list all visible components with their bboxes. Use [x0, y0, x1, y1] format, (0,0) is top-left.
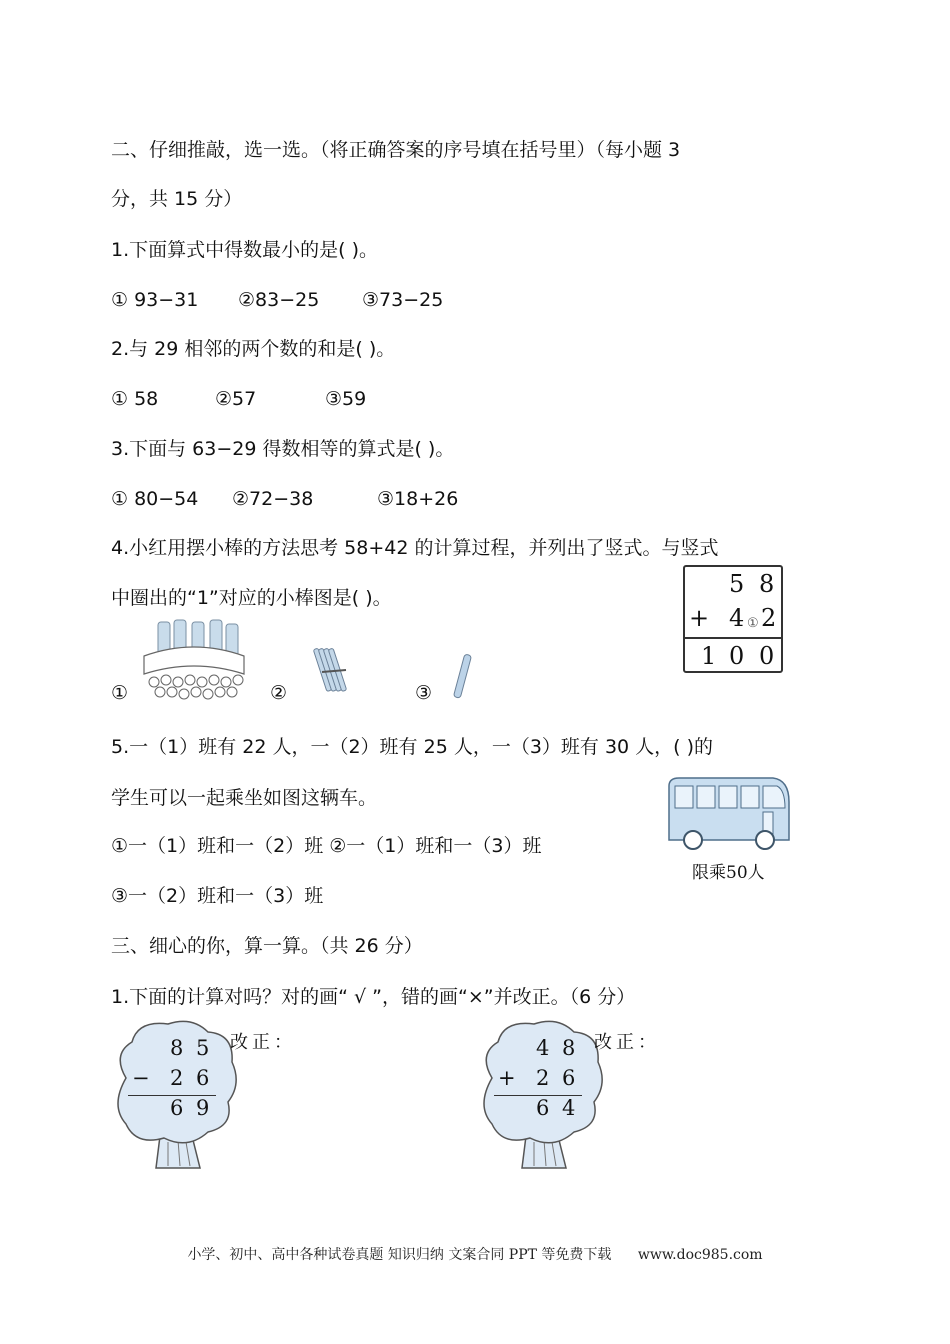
- calc-digit: 2: [170, 1066, 184, 1090]
- q2-option-2: ②57: [215, 388, 257, 410]
- calc-digit: 5: [196, 1036, 210, 1060]
- v-digit: 8: [759, 570, 775, 598]
- section3-question-1: 1.下面的计算对吗？对的画“ √ ”，错的画“×”并改正。（6 分）: [111, 986, 636, 1008]
- plus-sign: +: [498, 1066, 516, 1090]
- q1-option-2: ②83−25: [238, 289, 320, 311]
- plus-sign: +: [689, 604, 710, 632]
- calc-digit: 6: [170, 1096, 184, 1120]
- section-heading-line2: 分，共 15 分）: [111, 188, 243, 210]
- q1-option-1: ① 93−31: [111, 289, 199, 311]
- q4-option-3: ③: [415, 682, 433, 704]
- question-4-line2: 中圈出的“1”对应的小棒图是( )。: [111, 587, 392, 609]
- minus-sign: −: [132, 1066, 150, 1090]
- calc-digit: 4: [536, 1036, 550, 1060]
- question-2: 2.与 29 相邻的两个数的和是( )。: [111, 338, 396, 360]
- bus-capacity-label: 限乘50人: [692, 863, 765, 883]
- bus-icon: [665, 772, 793, 854]
- calc-digit: 8: [170, 1036, 184, 1060]
- ten-bundles-icon: [138, 618, 250, 706]
- v-digit: 0: [729, 642, 745, 670]
- question-4-line1: 4.小红用摆小棒的方法思考 58+42 的计算过程，并列出了竖式。与竖式: [111, 537, 719, 559]
- carry-circle: ①: [747, 616, 759, 631]
- footer-link[interactable]: www.doc985.com: [637, 1247, 763, 1263]
- question-3: 3.下面与 63−29 得数相等的算式是( )。: [111, 438, 455, 460]
- v-digit: 1: [701, 642, 717, 670]
- question-5-line1: 5.一（1）班有 22 人，一（2）班有 25 人，一（3）班有 30 人，( )的: [111, 736, 714, 758]
- q2-option-1: ① 58: [111, 388, 159, 410]
- calc-addition: [484, 1036, 594, 1126]
- q4-option-2: ②: [270, 682, 288, 704]
- correction-label: 改正：: [594, 1032, 660, 1053]
- calc-digit: 6: [196, 1066, 210, 1090]
- q4-option-1: ①: [111, 682, 129, 704]
- v-digit: 0: [759, 642, 775, 670]
- correction-label: 改正：: [230, 1032, 296, 1053]
- section3-heading: 三、细心的你，算一算。（共 26 分）: [111, 935, 423, 957]
- v-digit: 4: [729, 604, 745, 632]
- page-footer: [0, 1244, 950, 1264]
- q3-option-3: ③18+26: [377, 488, 459, 510]
- q5-options-line1: ①一（1）班和一（2）班 ②一（1）班和一（3）班: [111, 835, 542, 857]
- v-digit: 5: [729, 570, 745, 598]
- calc-digit: 6: [536, 1096, 550, 1120]
- q3-option-1: ① 80−54: [111, 488, 199, 510]
- single-stick-icon: [450, 652, 474, 700]
- q1-option-3: ③73−25: [362, 289, 444, 311]
- calc-digit: 6: [562, 1066, 576, 1090]
- section-heading-line1: 二、仔细推敲，选一选。（将正确答案的序号填在括号里）（每小题 3: [111, 139, 681, 161]
- calc-digit: 8: [562, 1036, 576, 1060]
- question-5-line2: 学生可以一起乘坐如图这辆车。: [111, 787, 378, 809]
- footer-text: 小学、初中、高中各种试卷真题 知识归纳 文案合同 PPT 等免费下载: [187, 1247, 612, 1263]
- q2-option-3: ③59: [325, 388, 367, 410]
- calc-digit: 4: [562, 1096, 576, 1120]
- question-1: 1.下面算式中得数最小的是( )。: [111, 239, 378, 261]
- v-digit: 2: [761, 604, 777, 632]
- vertical-addition: [683, 565, 783, 673]
- one-bundle-icon: [312, 644, 352, 700]
- calc-digit: 2: [536, 1066, 550, 1090]
- calc-subtraction: [118, 1036, 228, 1126]
- calc-digit: 9: [196, 1096, 210, 1120]
- q3-option-2: ②72−38: [232, 488, 314, 510]
- q5-options-line2: ③一（2）班和一（3）班: [111, 885, 324, 907]
